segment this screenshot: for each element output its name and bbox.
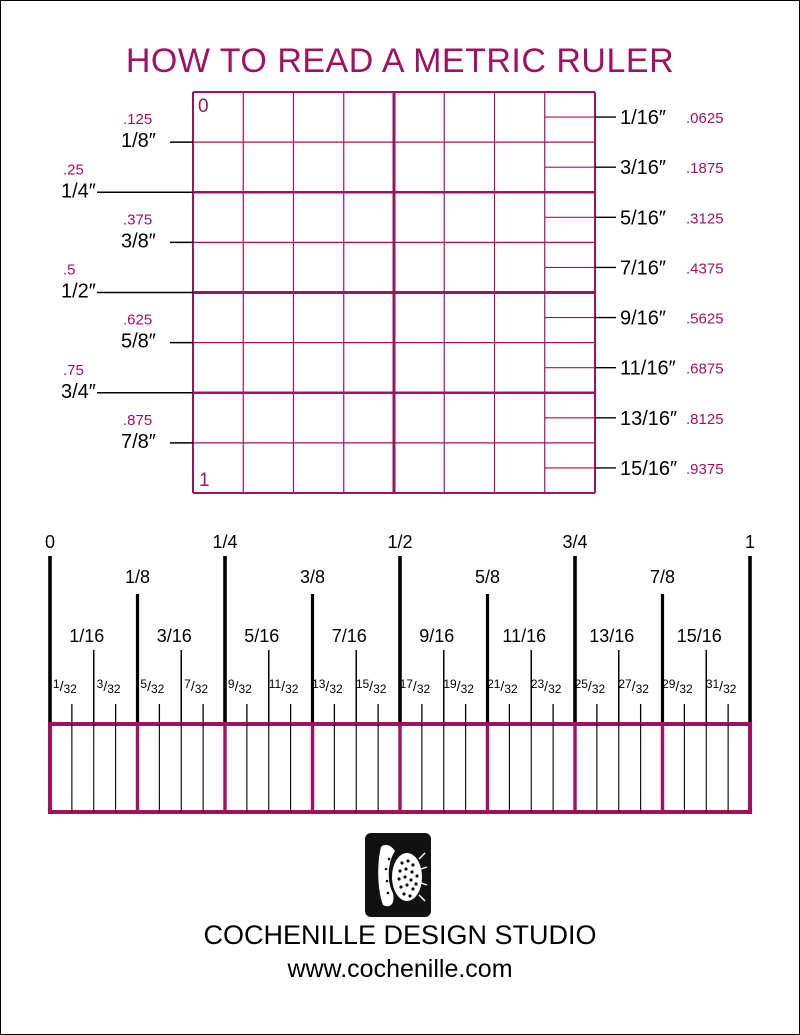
right-fraction-label: 5/16″: [620, 207, 667, 230]
right-fraction-label: 15/16″: [620, 457, 678, 480]
right-decimal-label: .0625: [686, 110, 724, 128]
left-fraction-label: 3/4″: [61, 380, 96, 403]
beetle-icon: [365, 833, 431, 917]
right-decimal-label: .1875: [686, 160, 724, 178]
thirtysecond-label: 15/32: [355, 677, 387, 696]
left-fraction-label: 5/8″: [121, 330, 156, 353]
right-decimal-label: .4375: [686, 260, 724, 278]
thirtysecond-label: 17/32: [399, 677, 431, 696]
left-decimal-label: .75: [63, 361, 84, 379]
sixteenth-label: 13/16: [589, 626, 635, 646]
left-fraction-label: 1/8″: [121, 130, 156, 153]
thirtysecond-label: 3/32: [96, 677, 121, 696]
grid-corner-one: 1: [199, 470, 210, 491]
quarter-label: 1/2: [387, 532, 413, 552]
sixteenth-label: 3/16: [156, 626, 192, 646]
right-decimal-label: .8125: [686, 410, 724, 428]
thirtysecond-label: 1/32: [52, 677, 77, 696]
sixteenth-label: 15/16: [676, 626, 722, 646]
right-fraction-label: 7/16″: [620, 257, 667, 280]
quarter-label: 3/4: [562, 532, 588, 552]
thirtysecond-label: 19/32: [443, 677, 474, 696]
left-fraction-label: 1/4″: [61, 180, 96, 203]
quarter-label: 0: [44, 532, 56, 552]
left-fraction-label: 7/8″: [121, 430, 156, 453]
left-decimal-label: .25: [63, 161, 84, 179]
thirtysecond-label: 5/32: [140, 677, 165, 696]
left-fraction-label: 3/8″: [121, 230, 156, 253]
thirtysecond-label: 23/32: [530, 677, 562, 696]
thirtysecond-label: 21/32: [487, 677, 518, 696]
sixteenth-label: 11/16: [502, 626, 547, 646]
sixteenth-label: 5/16: [244, 626, 280, 646]
cochineal-beetle-logo: [365, 833, 431, 917]
right-decimal-label: .6875: [686, 360, 724, 378]
quarter-label: 1: [744, 532, 756, 552]
right-decimal-label: .9375: [686, 460, 724, 478]
eighth-label: 1/8: [124, 567, 151, 587]
right-fraction-label: 11/16″: [620, 357, 676, 380]
eighth-label: 3/8: [299, 567, 326, 587]
studio-name: COCHENILLE DESIGN STUDIO: [203, 920, 597, 950]
quarter-label: 1/4: [212, 532, 238, 552]
page-title: HOW TO READ A METRIC RULER: [125, 42, 675, 80]
thirtysecond-label: 29/32: [662, 677, 693, 696]
right-fraction-label: 1/16″: [620, 107, 667, 130]
left-decimal-label: .875: [123, 411, 153, 429]
thirtysecond-label: 11/32: [268, 677, 299, 696]
left-decimal-label: .5: [63, 261, 76, 279]
eighth-label: 7/8: [649, 567, 676, 587]
thirtysecond-label: 7/32: [184, 677, 209, 696]
left-fraction-label: 1/2″: [61, 280, 96, 303]
sixteenth-label: 1/16: [69, 626, 105, 646]
left-decimal-label: .125: [123, 111, 153, 129]
studio-url[interactable]: www.cochenille.com: [287, 955, 513, 983]
sixteenth-label: 7/16: [331, 626, 367, 646]
left-decimal-label: .625: [123, 311, 153, 329]
grid-corner-zero: 0: [198, 96, 209, 117]
right-fraction-label: 9/16″: [620, 307, 667, 330]
thirtysecond-label: 13/32: [312, 677, 343, 696]
left-decimal-label: .375: [123, 211, 153, 229]
thirtysecond-label: 27/32: [618, 677, 649, 696]
sixteenth-label: 9/16: [419, 626, 455, 646]
right-fraction-label: 3/16″: [620, 157, 667, 180]
right-fraction-label: 13/16″: [620, 407, 678, 430]
thirtysecond-label: 9/32: [227, 677, 252, 696]
eighth-label: 5/8: [474, 567, 501, 587]
right-decimal-label: .3125: [686, 210, 724, 228]
right-decimal-label: .5625: [686, 310, 724, 328]
thirtysecond-label: 25/32: [574, 677, 606, 696]
thirtysecond-label: 31/32: [705, 677, 737, 696]
